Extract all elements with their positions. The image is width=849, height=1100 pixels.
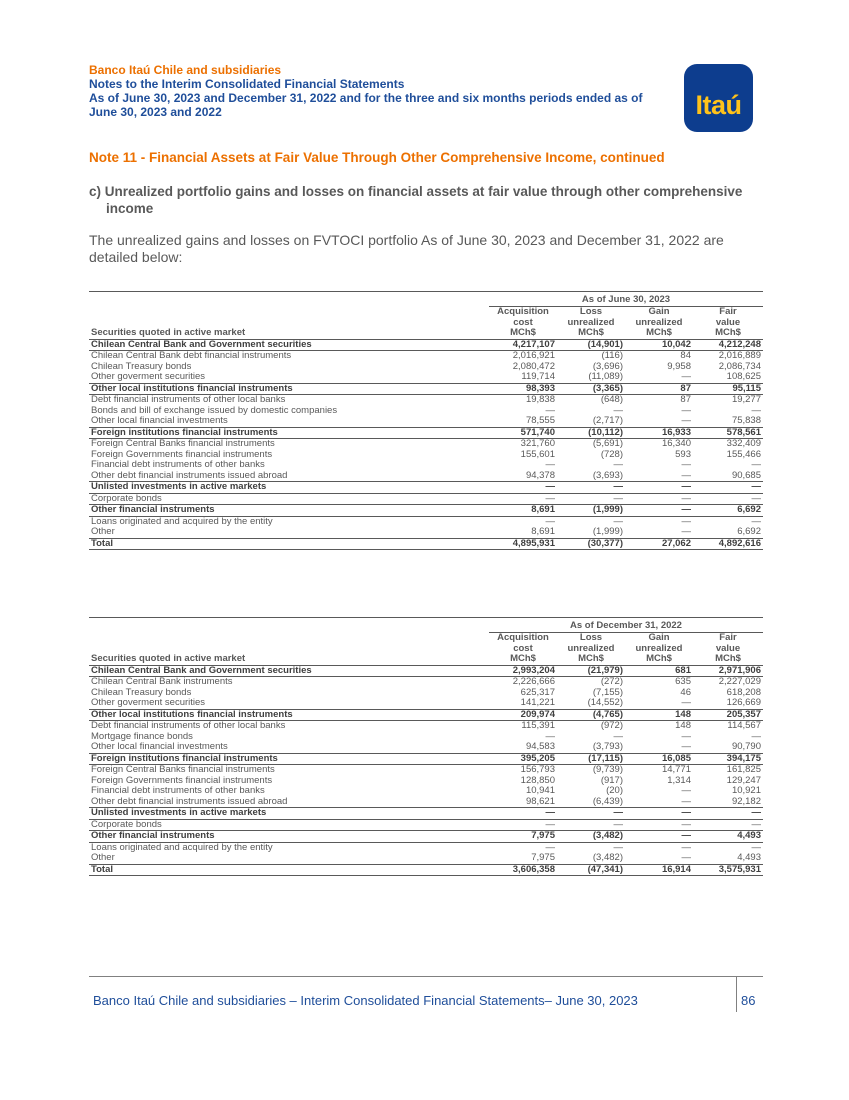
table-row xyxy=(89,471,763,482)
row-label: Corporate bonds xyxy=(91,819,162,830)
table-row xyxy=(89,842,763,853)
row-label: Other xyxy=(91,853,115,863)
table-row xyxy=(89,688,763,699)
row-value: 90,790 xyxy=(731,742,761,752)
table-row xyxy=(89,742,763,753)
row-value: — xyxy=(681,372,691,382)
row-value: 7,975 xyxy=(531,853,555,863)
row-value: 161,825 xyxy=(726,764,761,775)
note-title: Note 11 - Financial Assets at Fair Value Through Other Comprehensive Income, continued xyxy=(89,150,665,165)
column-header: unrealized xyxy=(635,317,683,328)
row-value: 6,692 xyxy=(737,527,761,537)
row-value: — xyxy=(625,831,693,843)
row-value: — xyxy=(681,493,691,504)
row-value: — xyxy=(625,505,693,517)
row-value: — xyxy=(489,482,557,494)
table-row xyxy=(89,732,763,743)
category-row xyxy=(89,339,763,351)
blank-cell xyxy=(89,644,489,655)
row-value: — xyxy=(693,808,763,820)
column-header: Acquisition xyxy=(497,632,549,643)
row-value: 2,227,029 xyxy=(718,676,761,687)
row-value: 16,340 xyxy=(661,438,691,449)
row-value: 6,692 xyxy=(693,505,763,517)
row-value: 94,583 xyxy=(525,742,555,752)
unit-row xyxy=(89,654,763,665)
table-row xyxy=(89,698,763,709)
row-value: 2,016,889 xyxy=(718,350,761,361)
row-label: Chilean Central Bank debt financial instruments xyxy=(91,350,292,361)
row-header-label: Securities quoted in active market xyxy=(89,654,489,665)
row-value: 155,601 xyxy=(520,449,555,460)
row-label: Other xyxy=(91,527,115,537)
row-value: (2,717) xyxy=(592,416,623,426)
row-value: (116) xyxy=(601,350,623,361)
row-value: 90,685 xyxy=(731,470,761,481)
row-value: — xyxy=(625,482,693,494)
row-value: 115,391 xyxy=(521,720,555,731)
row-label: Other local institutions financial instruments xyxy=(89,383,489,395)
period-row xyxy=(89,620,763,633)
row-value: 4,895,931 xyxy=(489,538,557,550)
row-value: (648) xyxy=(600,394,623,405)
row-value: — xyxy=(751,731,761,742)
row-value: — xyxy=(545,460,555,470)
row-value: — xyxy=(681,842,691,853)
row-value: (917) xyxy=(600,775,623,786)
row-value: 84 xyxy=(680,350,691,361)
row-value: (972) xyxy=(600,720,623,731)
row-value: (3,696) xyxy=(592,361,623,372)
table-june-2023 xyxy=(89,291,763,550)
category-row xyxy=(89,482,763,494)
row-value: — xyxy=(681,516,691,527)
column-header: Gain xyxy=(648,632,670,643)
row-value: 8,691 xyxy=(489,505,557,517)
column-header-row xyxy=(89,633,763,644)
row-value: 155,466 xyxy=(726,449,761,460)
row-value: 593 xyxy=(675,449,691,460)
row-value: 141,221 xyxy=(520,698,555,708)
row-value: 114,567 xyxy=(727,720,761,731)
row-value: (3,693) xyxy=(592,470,623,481)
row-value: — xyxy=(613,731,623,742)
row-value: (14,901) xyxy=(557,339,625,351)
blank-cell xyxy=(89,307,489,318)
table-row xyxy=(89,395,763,406)
row-value: 2,086,734 xyxy=(718,361,761,372)
row-value: — xyxy=(693,482,763,494)
row-value: — xyxy=(751,842,761,853)
column-header: cost xyxy=(513,317,533,328)
category-row xyxy=(89,665,763,677)
row-label: Loans originated and acquired by the entity xyxy=(91,516,273,527)
category-row xyxy=(89,808,763,820)
row-value: 14,771 xyxy=(661,764,691,775)
row-value: — xyxy=(751,405,761,416)
row-value: — xyxy=(613,405,623,416)
row-label: Other financial instruments xyxy=(89,831,489,843)
row-value: 7,975 xyxy=(489,831,557,843)
blank-cell xyxy=(89,620,489,633)
row-value: 635 xyxy=(675,676,691,687)
row-value: — xyxy=(557,808,625,820)
row-value: — xyxy=(681,796,691,807)
table-row xyxy=(89,450,763,461)
row-value: (3,482) xyxy=(592,853,623,863)
row-label: Unlisted investments in active markets xyxy=(89,482,489,494)
row-value: — xyxy=(545,493,555,504)
total-row xyxy=(89,538,763,550)
period-row xyxy=(89,294,763,307)
unit-label: MCh$ xyxy=(489,328,557,339)
row-value: 95,115 xyxy=(693,383,763,395)
column-header: Fair xyxy=(719,306,737,317)
row-value: (6,439) xyxy=(592,796,623,807)
header-line-1: Notes to the Interim Consolidated Financial Statements xyxy=(89,77,405,91)
row-value: — xyxy=(681,786,691,796)
row-label: Foreign Central Banks financial instruments xyxy=(91,764,275,775)
row-label: Debt financial instruments of other local banks xyxy=(91,394,286,405)
row-value: 78,555 xyxy=(525,416,555,426)
row-value: 10,042 xyxy=(625,339,693,351)
section-title-line-1: c) Unrealized portfolio gains and losses on financial assets at fair value through other comprehensive xyxy=(89,184,743,199)
row-value: 126,669 xyxy=(726,698,761,708)
row-label: Other financial instruments xyxy=(89,505,489,517)
row-value: — xyxy=(681,460,691,470)
row-value: — xyxy=(613,460,623,470)
row-value: 108,625 xyxy=(726,372,761,382)
table-row xyxy=(89,819,763,831)
row-value: 87 xyxy=(625,383,693,395)
row-value: 2,080,472 xyxy=(512,361,555,372)
page-number: 86 xyxy=(741,993,756,1008)
company-name: Banco Itaú Chile and subsidiaries xyxy=(89,63,282,77)
row-value: 2,016,921 xyxy=(512,350,555,361)
row-value: (3,793) xyxy=(592,742,623,752)
row-value: 332,409 xyxy=(726,438,761,449)
row-label: Foreign institutions financial instruments xyxy=(89,753,489,765)
row-label: Mortgage finance bonds xyxy=(91,731,193,742)
row-value: — xyxy=(681,527,691,537)
intro-paragraph: The unrealized gains and losses on FVTOCI portfolio As of June 30, 2023 and December 31, 2022 are detailed below: xyxy=(89,232,724,265)
footer-divider xyxy=(89,976,763,977)
table-row xyxy=(89,797,763,808)
row-label: Chilean Central Bank instruments xyxy=(91,676,233,687)
section-title-line-2: income xyxy=(106,201,154,216)
row-value: 75,838 xyxy=(731,416,761,426)
table-row xyxy=(89,372,763,383)
row-value: 10,941 xyxy=(525,786,555,796)
row-label: Financial debt instruments of other banks xyxy=(91,460,265,470)
row-value: 98,393 xyxy=(489,383,557,395)
footer-vertical-divider xyxy=(736,976,737,1012)
column-header-row xyxy=(89,318,763,329)
row-label: Total xyxy=(89,538,489,550)
row-value: 209,974 xyxy=(489,709,557,721)
row-value: 19,838 xyxy=(525,394,555,405)
table-row xyxy=(89,527,763,538)
footer-text: Banco Itaú Chile and subsidiaries – Interim Consolidated Financial Statements– June 30, 2023 xyxy=(93,993,638,1008)
period-header: As of December 31, 2022 xyxy=(489,620,763,633)
row-value: 681 xyxy=(625,665,693,677)
row-value: 578,561 xyxy=(693,427,763,439)
row-label: Loans originated and acquired by the entity xyxy=(91,842,273,853)
row-value: — xyxy=(545,516,555,527)
table-row xyxy=(89,765,763,776)
row-value: 4,493 xyxy=(693,831,763,843)
unit-label: MCh$ xyxy=(557,654,625,665)
total-row xyxy=(89,864,763,876)
row-value: (1,999) xyxy=(557,505,625,517)
row-value: — xyxy=(613,819,623,830)
row-value: — xyxy=(613,516,623,527)
column-header: unrealized xyxy=(567,317,615,328)
unit-label: MCh$ xyxy=(693,328,763,339)
column-header: value xyxy=(715,317,741,328)
document-header xyxy=(89,63,669,119)
row-value: (4,765) xyxy=(557,709,625,721)
column-header: Gain xyxy=(648,306,670,317)
row-value: (21,979) xyxy=(557,665,625,677)
row-value: 4,217,107 xyxy=(489,339,557,351)
table-row xyxy=(89,786,763,797)
row-value: 1,314 xyxy=(667,775,691,786)
row-value: (272) xyxy=(600,676,623,687)
row-value: 4,212,248 xyxy=(693,339,763,351)
unit-label: MCh$ xyxy=(625,328,693,339)
category-row xyxy=(89,383,763,395)
row-value: 27,062 xyxy=(625,538,693,550)
row-value: (11,089) xyxy=(588,372,623,382)
row-value: (10,112) xyxy=(557,427,625,439)
row-value: 205,357 xyxy=(693,709,763,721)
row-value: 16,085 xyxy=(625,753,693,765)
category-row xyxy=(89,831,763,843)
row-value: 46 xyxy=(680,687,691,698)
unit-label: MCh$ xyxy=(489,654,557,665)
table-row xyxy=(89,351,763,362)
table-row xyxy=(89,516,763,527)
row-value: (9,739) xyxy=(592,764,623,775)
category-row xyxy=(89,753,763,765)
row-value: (728) xyxy=(600,449,623,460)
header-line-2: As of June 30, 2023 and December 31, 2022 and for the three and six months periods ended as of xyxy=(89,91,643,105)
row-value: 8,691 xyxy=(531,527,555,537)
row-value: — xyxy=(545,819,555,830)
category-row xyxy=(89,505,763,517)
row-value: 9,958 xyxy=(667,361,691,372)
row-value: — xyxy=(545,731,555,742)
table-row xyxy=(89,721,763,732)
row-value: (17,115) xyxy=(557,753,625,765)
itau-logo xyxy=(684,64,753,132)
row-label: Foreign institutions financial instruments xyxy=(89,427,489,439)
column-header: value xyxy=(715,643,741,654)
row-value: — xyxy=(545,405,555,416)
row-value: — xyxy=(489,808,557,820)
row-label: Chilean Treasury bonds xyxy=(91,687,192,698)
row-value: (14,552) xyxy=(587,698,623,708)
row-header-label: Securities quoted in active market xyxy=(89,328,489,339)
row-value: — xyxy=(545,842,555,853)
row-label: Financial debt instruments of other banks xyxy=(91,786,265,796)
row-label: Other goverment securities xyxy=(91,372,206,382)
row-value: 148 xyxy=(625,709,693,721)
row-value: — xyxy=(681,405,691,416)
unit-label: MCh$ xyxy=(557,328,625,339)
blank-cell xyxy=(89,633,489,644)
category-row xyxy=(89,709,763,721)
row-label: Foreign Central Banks financial instruments xyxy=(91,438,275,449)
table-row xyxy=(89,439,763,450)
table-row xyxy=(89,416,763,427)
row-label: Other goverment securities xyxy=(91,698,206,708)
row-value: 94,378 xyxy=(525,470,555,481)
row-label: Chilean Central Bank and Government securities xyxy=(89,665,489,677)
row-value: 571,740 xyxy=(489,427,557,439)
table-row xyxy=(89,853,763,864)
column-header: unrealized xyxy=(567,643,615,654)
row-value: (1,999) xyxy=(592,527,623,537)
row-value: 394,175 xyxy=(693,753,763,765)
table-row xyxy=(89,460,763,471)
row-label: Foreign Governments financial instruments xyxy=(91,775,273,786)
column-header: Loss xyxy=(579,632,603,643)
column-header: Loss xyxy=(579,306,603,317)
row-value: — xyxy=(751,460,761,470)
row-value: 92,182 xyxy=(731,796,761,807)
row-label: Total xyxy=(89,864,489,876)
row-value: — xyxy=(681,819,691,830)
row-label: Corporate bonds xyxy=(91,493,162,504)
row-label: Other debt financial instruments issued abroad xyxy=(91,796,288,807)
period-header: As of June 30, 2023 xyxy=(489,294,763,307)
column-header: unrealized xyxy=(635,643,683,654)
table-row xyxy=(89,493,763,505)
row-value: 10,921 xyxy=(731,786,761,796)
row-value: 2,971,906 xyxy=(693,665,763,677)
row-value: 148 xyxy=(675,720,691,731)
row-value: 16,933 xyxy=(625,427,693,439)
row-value: 16,914 xyxy=(625,864,693,876)
row-value: (5,691) xyxy=(592,438,623,449)
row-value: — xyxy=(613,842,623,853)
row-value: — xyxy=(681,742,691,752)
row-value: (20) xyxy=(606,786,623,796)
row-value: — xyxy=(681,470,691,481)
column-header: Acquisition xyxy=(497,306,549,317)
row-value: (7,155) xyxy=(592,687,623,698)
row-value: — xyxy=(557,482,625,494)
category-row xyxy=(89,427,763,439)
unit-label: MCh$ xyxy=(625,654,693,665)
row-value: 128,850 xyxy=(520,775,555,786)
row-value: (47,341) xyxy=(557,864,625,876)
row-value: — xyxy=(681,853,691,863)
row-value: 618,208 xyxy=(726,687,761,698)
row-label: Debt financial instruments of other local banks xyxy=(91,720,286,731)
row-value: 2,226,666 xyxy=(512,676,555,687)
row-value: — xyxy=(625,808,693,820)
row-value: — xyxy=(681,416,691,426)
row-label: Unlisted investments in active markets xyxy=(89,808,489,820)
table-december-2022 xyxy=(89,617,763,876)
column-header-row xyxy=(89,644,763,655)
row-value: 156,793 xyxy=(520,764,555,775)
row-value: (30,377) xyxy=(557,538,625,550)
row-value: 2,993,204 xyxy=(489,665,557,677)
column-header-row xyxy=(89,307,763,318)
row-value: 4,892,616 xyxy=(693,538,763,550)
row-label: Bonds and bill of exchange issued by domestic companies xyxy=(91,405,338,416)
unit-row xyxy=(89,328,763,339)
row-value: 119,714 xyxy=(521,372,555,382)
row-label: Other debt financial instruments issued abroad xyxy=(91,470,288,481)
row-value: — xyxy=(681,698,691,708)
column-header: cost xyxy=(513,643,533,654)
row-value: (3,482) xyxy=(557,831,625,843)
row-label: Chilean Central Bank and Government securities xyxy=(89,339,489,351)
row-value: — xyxy=(751,819,761,830)
logo-text: Itaú xyxy=(695,89,742,120)
blank-cell xyxy=(89,294,489,307)
row-value: 395,205 xyxy=(489,753,557,765)
row-value: 625,317 xyxy=(520,687,555,698)
unit-label: MCh$ xyxy=(693,654,763,665)
row-value: 98,621 xyxy=(525,796,555,807)
row-value: 3,606,358 xyxy=(489,864,557,876)
row-label: Other local financial investments xyxy=(91,742,228,752)
row-value: 3,575,931 xyxy=(693,864,763,876)
column-header: Fair xyxy=(719,632,737,643)
row-label: Other local financial investments xyxy=(91,416,228,426)
row-value: 321,760 xyxy=(520,438,555,449)
row-label: Other local institutions financial instruments xyxy=(89,709,489,721)
table-row xyxy=(89,776,763,787)
section-title xyxy=(89,183,764,217)
table-row xyxy=(89,362,763,373)
row-value: 19,277 xyxy=(731,394,761,405)
table-row xyxy=(89,677,763,688)
blank-cell xyxy=(89,318,489,329)
row-label: Foreign Governments financial instruments xyxy=(91,449,273,460)
row-value: 87 xyxy=(680,394,691,405)
row-value: — xyxy=(613,493,623,504)
row-value: — xyxy=(681,731,691,742)
row-label: Chilean Treasury bonds xyxy=(91,361,192,372)
row-value: — xyxy=(751,493,761,504)
row-value: — xyxy=(751,516,761,527)
row-value: 4,493 xyxy=(737,853,761,863)
table-row xyxy=(89,406,763,417)
row-value: (3,365) xyxy=(557,383,625,395)
row-value: 129,247 xyxy=(726,775,761,786)
header-line-3: June 30, 2023 and 2022 xyxy=(89,105,222,119)
